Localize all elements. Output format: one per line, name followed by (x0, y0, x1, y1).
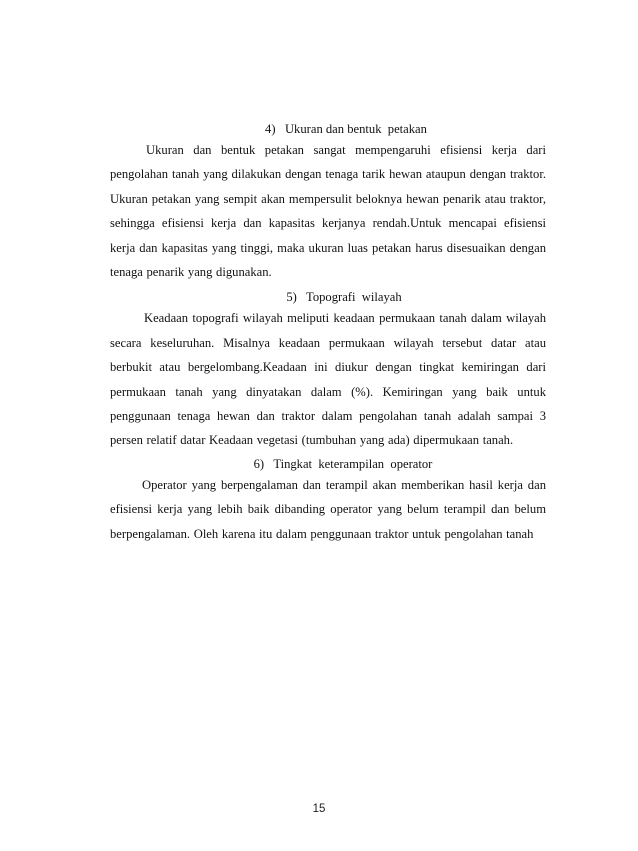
paragraph-topografi: Keadaan topografi wilayah meliputi keadaan permukaan tanah dalam wilayah secara keseluruhan. Misalnya keadaan permukaan wilayah tersebut datar atau berbukit atau bergelombang.Keadaan ini diukur dengan tingkat kemiringan dari permukaan tanah yang dinyatakan dalam (%). Kemiringan yang baik untuk penggunaan tenaga hewan dan traktor dalam pengolahan tanah adalah sampai 3 persen relatif datar Keadaan vegetasi (tumbuhan yang ada) dipermukaan tanah. (110, 311, 546, 448)
section-heading-keterampilan-operator: 6) Tingkat keterampilan operator (253, 456, 433, 471)
section-heading-ukuran-petakan: 4) Ukuran dan bentuk petakan (265, 122, 427, 136)
paragraph-ukuran-petakan: Ukuran dan bentuk petakan sangat mempengaruhi efisiensi kerja dari pengolahan tanah yang dilakukan dengan tenaga tarik hewan ataupun dengan traktor. Ukuran petakan yang sempit akan mempersulit beloknya hewan penarik atau traktor, sehingga efisiensi kerja dan kapasitas kerjanya rendah.Untuk mencapai efisiensi kerja dan kapasitas yang tinggi, maka ukuran luas petakan harus disesuaikan dengan tenaga penarik yang digunakan. (110, 143, 546, 280)
page-number: 15 (312, 803, 326, 815)
section-heading-topografi: 5) Topografi wilayah (286, 290, 402, 305)
paragraph-keterampilan-operator: Operator yang berpengalaman dan terampil akan memberikan hasil kerja dan efisiensi kerja yang lebih baik dibanding operator yang belum terampil dan belum berpengalaman. Oleh karena itu dalam penggunaan traktor untuk pengolahan tanah (110, 477, 546, 541)
document-body (110, 120, 546, 546)
